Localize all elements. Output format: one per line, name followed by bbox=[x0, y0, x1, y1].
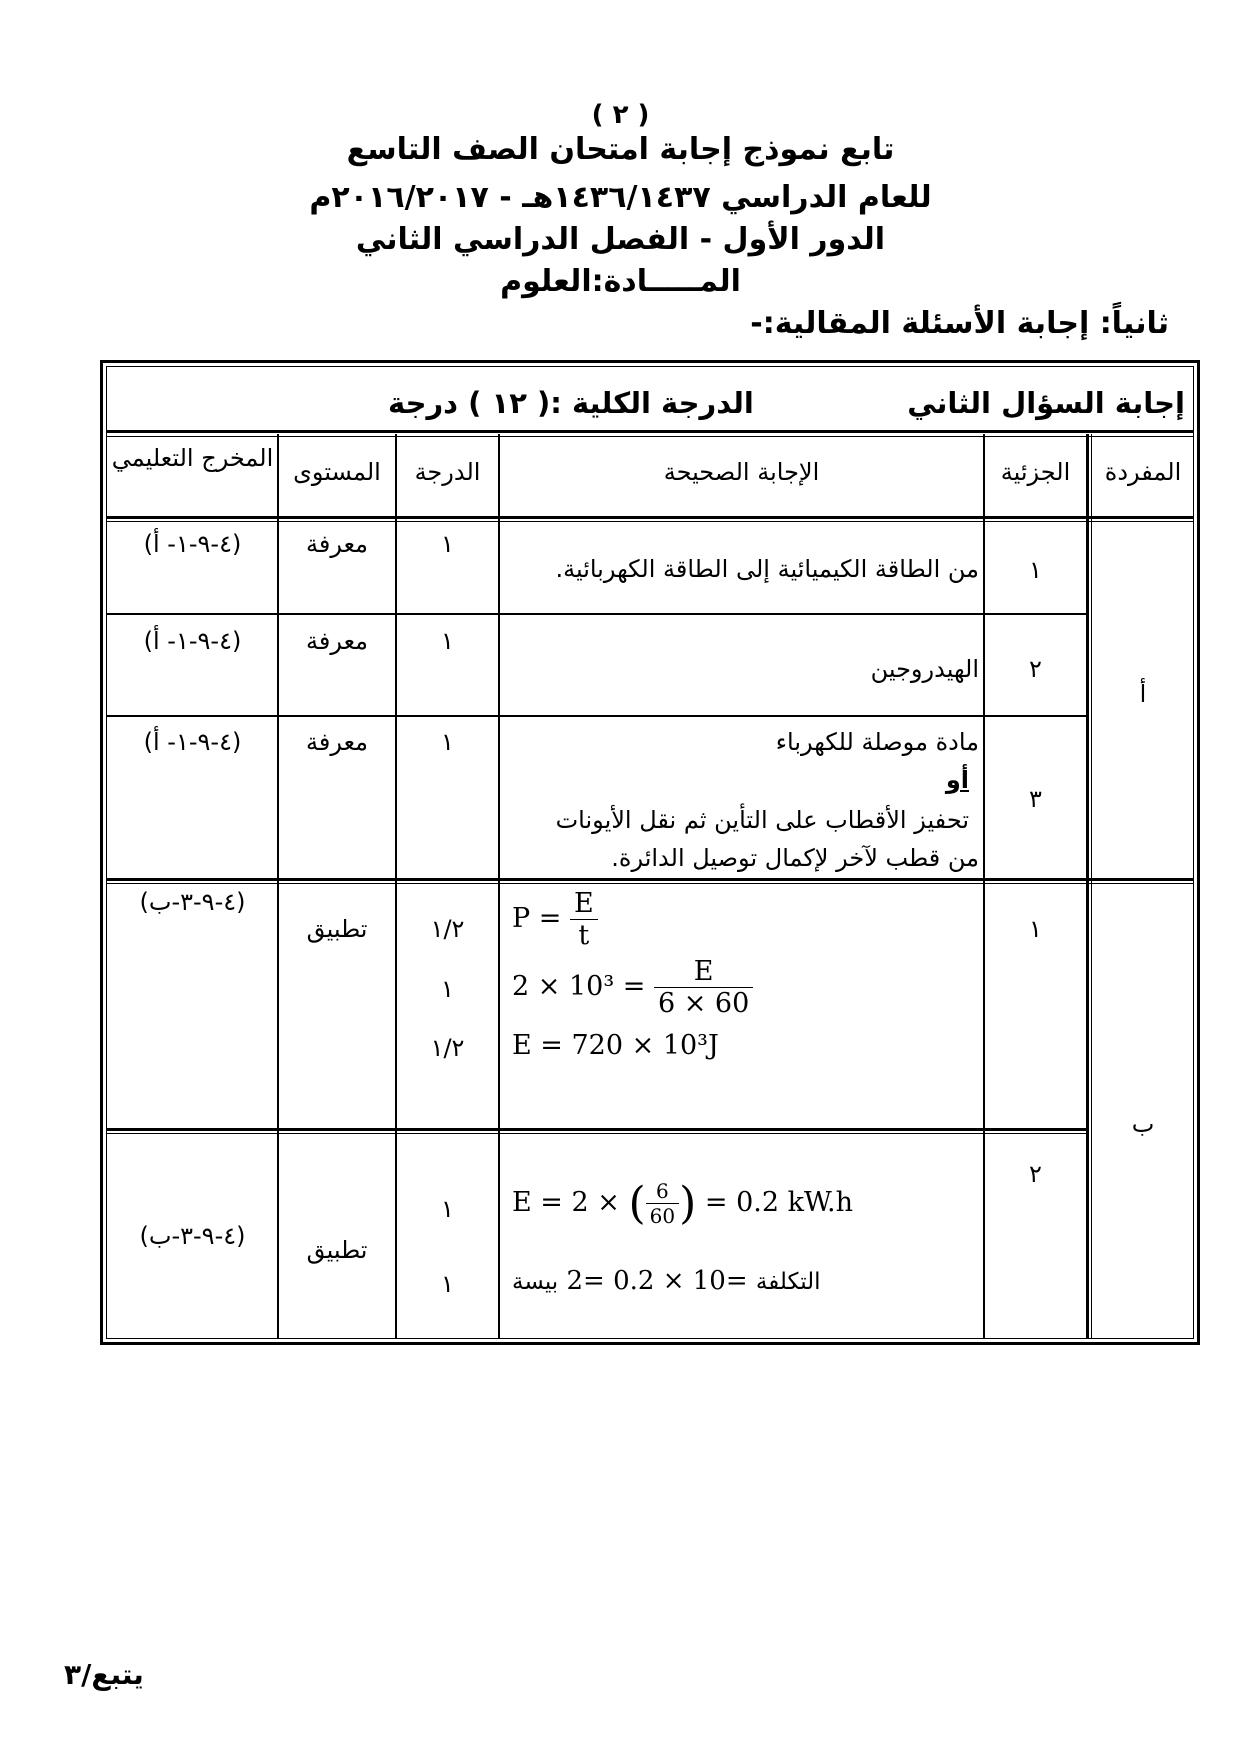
row-b2-outcome: (٤-٩-٣-ب) bbox=[139, 1222, 246, 1250]
row-a3-answer-or: أو bbox=[945, 766, 969, 794]
table-title-total: الدرجة الكلية :( ١٢ ) درجة bbox=[388, 386, 754, 420]
row-b1-grade-2: ١ bbox=[441, 975, 454, 1003]
row-a3-outcome: (٤-٩-١- أ) bbox=[143, 728, 242, 756]
col-header-part: الجزئية bbox=[1000, 458, 1071, 486]
section-b-label: ب bbox=[1131, 1110, 1155, 1138]
section-a-label: أ bbox=[1139, 680, 1147, 708]
row-b1-divider bbox=[106, 1128, 1086, 1131]
table-title-question: إجابة السؤال الثاني bbox=[907, 386, 1185, 420]
section-title: ثانياً: إجابة الأسئلة المقالية:- bbox=[750, 306, 1169, 341]
col-header-level: المستوى bbox=[293, 458, 381, 486]
col-header-item: المفردة bbox=[1104, 458, 1182, 486]
row-a2-answer: الهيدروجين bbox=[870, 655, 979, 683]
row-a3-answer-line1: مادة موصلة للكهرباء bbox=[775, 728, 979, 756]
row-a3-grade: ١ bbox=[441, 728, 454, 756]
row-a3-level: معرفة bbox=[305, 728, 368, 756]
col-header-outcome: المخرج التعليمي bbox=[111, 444, 274, 472]
row-b2-grade-1: ١ bbox=[441, 1195, 454, 1223]
academic-year: للعام الدراسي ١٤٣٦/١٤٣٧هـ - ٢٠١٦/٢٠١٧م bbox=[309, 180, 932, 215]
row-a1-outcome: (٤-٩-١- أ) bbox=[143, 530, 242, 558]
row-b2-level: تطبيق bbox=[306, 1236, 368, 1264]
title-row-divider-inner bbox=[106, 436, 1194, 437]
row-a1-level: معرفة bbox=[305, 530, 368, 558]
row-a3-part: ٣ bbox=[1029, 785, 1042, 813]
session-semester: الدور الأول - الفصل الدراسي الثاني bbox=[355, 222, 886, 257]
row-a3-answer-line3: من قطب لآخر لإكمال توصيل الدائرة. bbox=[611, 844, 979, 872]
header-row-divider-inner bbox=[106, 521, 1194, 522]
col-header-answer: الإجابة الصحيحة bbox=[663, 458, 820, 486]
row-b2-part: ٢ bbox=[1029, 1160, 1042, 1188]
row-b1-divider-inner bbox=[106, 1133, 1086, 1134]
row-a2-divider bbox=[106, 715, 1086, 717]
row-b1-grade-3: ١/٢ bbox=[430, 1034, 465, 1062]
subject: المـــــادة:العلوم bbox=[500, 264, 741, 299]
col-divider-grade bbox=[498, 434, 500, 1339]
row-b1-level: تطبيق bbox=[306, 915, 368, 943]
row-a2-outcome: (٤-٩-١- أ) bbox=[143, 627, 242, 655]
row-b1-equation-2: 2 × 10³ = $\frac{E}{6 \times 60}$ bbox=[512, 956, 753, 1019]
row-b1-outcome: (٤-٩-٣-ب) bbox=[139, 888, 246, 916]
section-a-divider bbox=[106, 878, 1194, 881]
row-b2-equation-1: E = 2 × ( $\frac{6}{60}$ ) = 0.2 kW.h bbox=[512, 1178, 853, 1229]
row-a1-part: ١ bbox=[1029, 556, 1042, 584]
row-a1-divider bbox=[106, 613, 1086, 615]
row-b1-equation-3: E = 720 × 10³J bbox=[512, 1030, 719, 1061]
exam-title: تابع نموذج إجابة امتحان الصف التاسع bbox=[346, 132, 895, 167]
header-row-divider bbox=[106, 516, 1194, 519]
continued-note: يتبع/٣ bbox=[64, 1658, 144, 1691]
page-number: ( ٢ ) bbox=[591, 100, 650, 130]
col-divider-part bbox=[1086, 434, 1089, 1339]
row-b2-equation-2: التكلفة =10 × 0.2 =2 بيسة bbox=[512, 1266, 821, 1296]
col-divider-part-inner bbox=[1091, 434, 1092, 1339]
col-divider-outcome bbox=[277, 434, 279, 1339]
row-a3-answer-line2: تحفيز الأقطاب على التأين ثم نقل الأيونات bbox=[555, 806, 969, 834]
row-a2-part: ٢ bbox=[1029, 655, 1042, 683]
title-row-divider bbox=[106, 430, 1194, 433]
row-a2-grade: ١ bbox=[441, 627, 454, 655]
section-a-divider-inner bbox=[106, 883, 1194, 884]
row-a1-answer: من الطاقة الكيميائية إلى الطاقة الكهربائية. bbox=[555, 555, 979, 583]
col-header-grade: الدرجة bbox=[414, 458, 481, 486]
row-b1-part: ١ bbox=[1029, 915, 1042, 943]
row-b1-equation-1: P = $\frac{E}{t}$ bbox=[512, 888, 598, 951]
row-a1-grade: ١ bbox=[441, 530, 454, 558]
row-a2-level: معرفة bbox=[305, 627, 368, 655]
row-b1-grade-1: ١/٢ bbox=[430, 915, 465, 943]
row-b2-grade-2: ١ bbox=[441, 1270, 454, 1298]
